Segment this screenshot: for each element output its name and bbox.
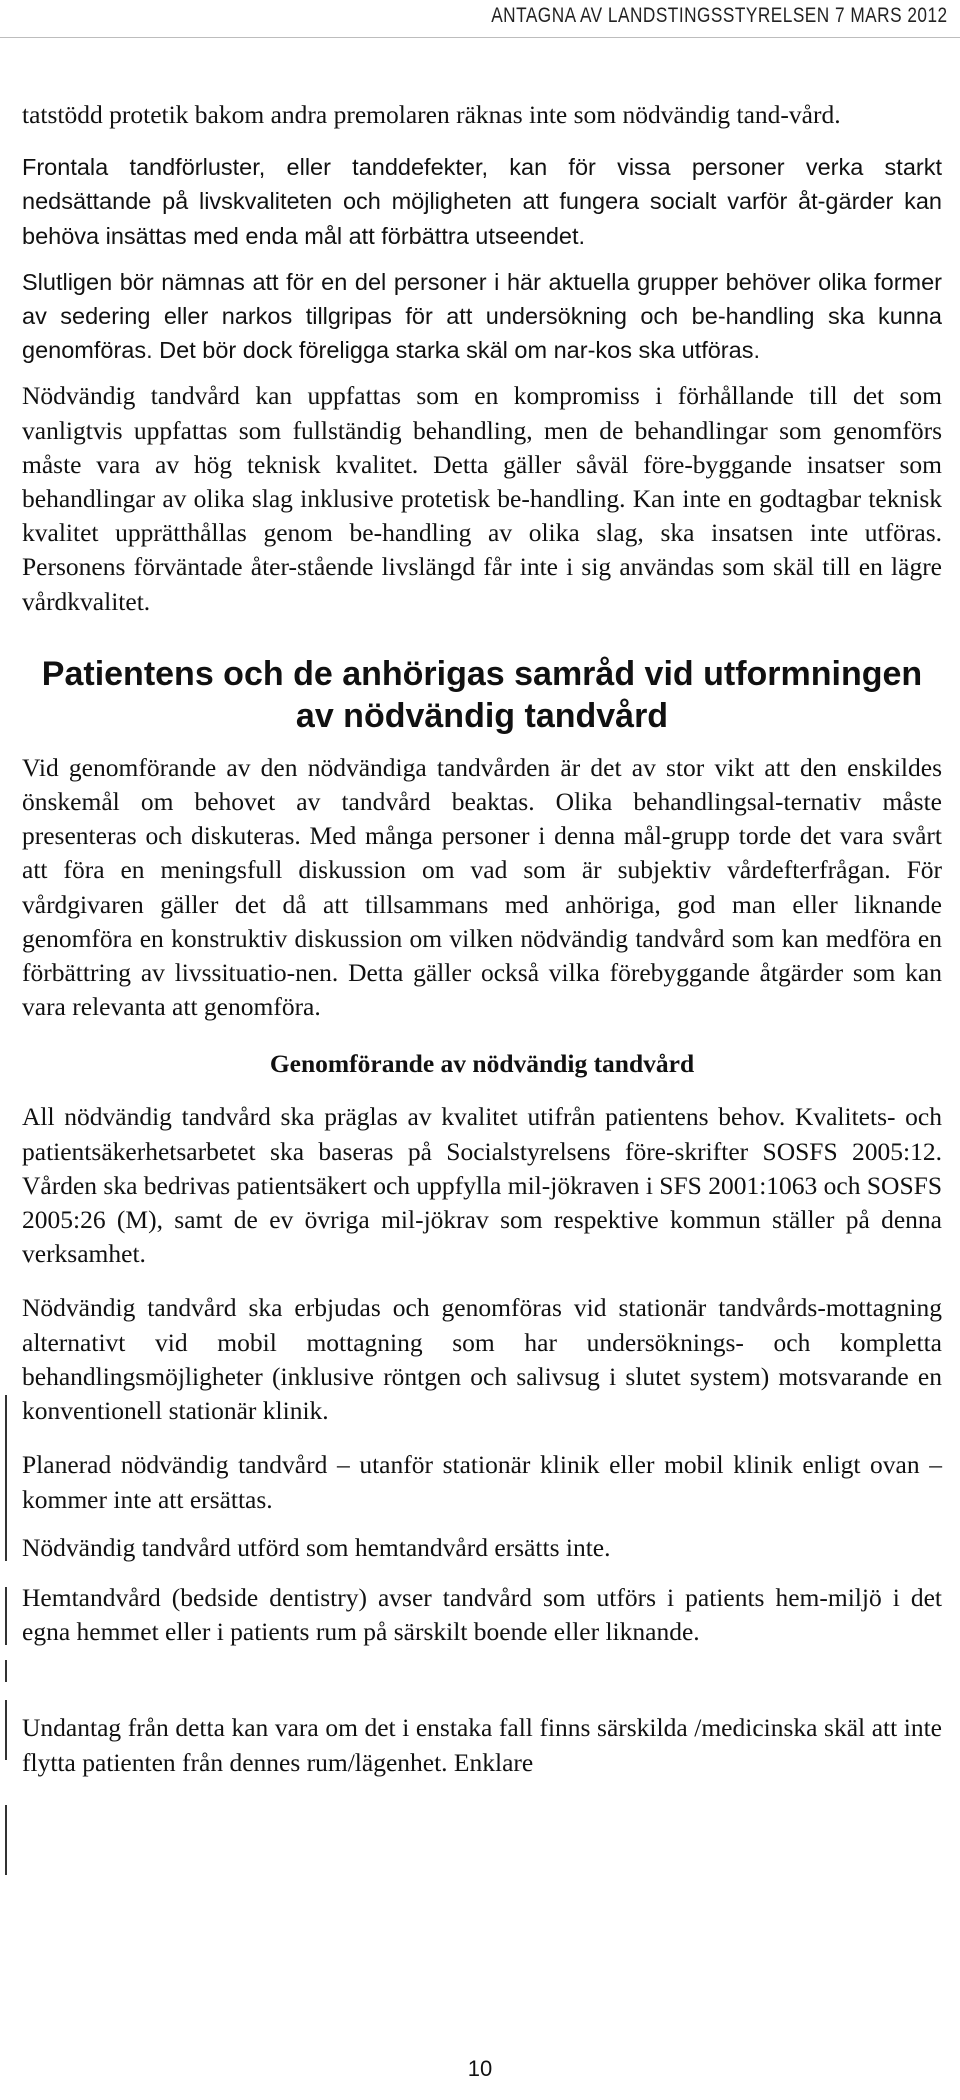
change-bar bbox=[5, 1587, 7, 1645]
page-number: 10 bbox=[467, 2056, 493, 2081]
subsection-heading: Genomförande av nödvändig tandvård bbox=[269, 1049, 695, 1079]
section-heading: Patientens och de anhörigas samråd vid utformningen av nödvändig tandvård bbox=[41, 654, 923, 735]
paragraph: tatstödd protetik bakom andra premolaren räknas inte som nödvändig tand-vård. bbox=[22, 100, 841, 129]
change-bar bbox=[5, 1805, 7, 1875]
running-header: ANTAGNA AV LANDSTINGSSTYRELSEN 7 MARS 2012 bbox=[491, 4, 948, 27]
paragraph: Nödvändig tandvård utförd som hemtandvård ersätts inte. bbox=[22, 1532, 611, 1562]
paragraph: Nödvändig tandvård kan uppfattas som en kompromiss i förhållande till det som vanligtvis uppfattas som fullständig behandling, men de behandlingar som genomförs måste vara av hög teknisk kvalitet. Detta gäller såväl före-byggande insatser som behandlingar av olika slag inklusive protetisk be-handling. Kan inte en godtagbar teknisk kvalitet upprätthållas genom be-handling av olika slag, ska insatsen inte utföras. Personens förväntade åter-stående livslängd får inte i sig användas som skäl till en lägre vårdkvalitet. bbox=[22, 381, 942, 616]
change-bar bbox=[5, 1395, 7, 1561]
paragraph: Hemtandvård (bedside dentistry) avser tandvård som utförs i patients hem-miljö i det egna hemmet eller i patients rum på särskilt boende eller liknande. bbox=[22, 1582, 942, 1647]
paragraph: Vid genomförande av den nödvändiga tandvården är det av stor vikt att den enskildes önskemål om behovet av tandvård beaktas. Olika behandlingsal-ternativ måste presenteras och diskuteras. Med många personer i denna mål-grupp torde det vara svårt att föra en meningsfull diskussion om vad som är subjektiv vårdefterfrågan. För vårdgivaren gäller det då att tillsammans med anhöriga, god man eller liknande genomföra en konstruktiv diskussion om vilken nödvändig tandvård som kan medföra en förbättring av livssituatio-nen. Detta gäller också vilka förebyggande åtgärder som kan vara relevanta att genomföra. bbox=[22, 752, 942, 1022]
paragraph: Frontala tandförluster, eller tanddefekter, kan för vissa personer verka starkt nedsättande på livskvaliteten och möjligheten att fungera socialt varför åt-gärder kan behöva insättas med enda mål att förbättra utseendet. bbox=[22, 154, 942, 249]
paragraph: Undantag från detta kan vara om det i enstaka fall finns särskilda /medicinska skäl att inte flytta patienten från dennes rum/lägenhet. Enklare bbox=[22, 1713, 942, 1777]
header-rule bbox=[0, 37, 960, 38]
change-bar bbox=[5, 1700, 7, 1760]
document-body bbox=[22, 98, 942, 1780]
paragraph: Nödvändig tandvård ska erbjudas och genomföras vid stationär tandvårds-mottagning alternativt vid mobil mottagning som har undersöknings- och kompletta behandlingsmöjligheter (inklusive röntgen och salivsug i slutet system) motsvarande en konventionell stationär klinik. bbox=[22, 1293, 942, 1426]
change-bar bbox=[5, 1660, 7, 1682]
paragraph: All nödvändig tandvård ska präglas av kvalitet utifrån patientens behov. Kvalitets- och patientsäkerhetsarbetet ska baseras på Socialstyrelsens före-skrifter SOSFS 2005:12. Vården ska bedrivas patientsäkert och uppfylla mil-jökraven i SFS 2001:1063 och SOSFS 2005:26 (M), samt de ev övriga mil-jökrav som respektive kommun ställer på denna verksamhet. bbox=[22, 1102, 943, 1269]
paragraph: Slutligen bör nämnas att för en del personer i här aktuella grupper behöver olika former av sedering eller narkos tillgripas för att undersökning och be-handling ska kunna genomföras. Det bör dock föreligga starka skäl om nar-kos ska utföras. bbox=[22, 268, 942, 364]
paragraph: Planerad nödvändig tandvård – utanför stationär klinik eller mobil klinik enligt ovan – kommer inte att ersättas. bbox=[22, 1450, 942, 1514]
